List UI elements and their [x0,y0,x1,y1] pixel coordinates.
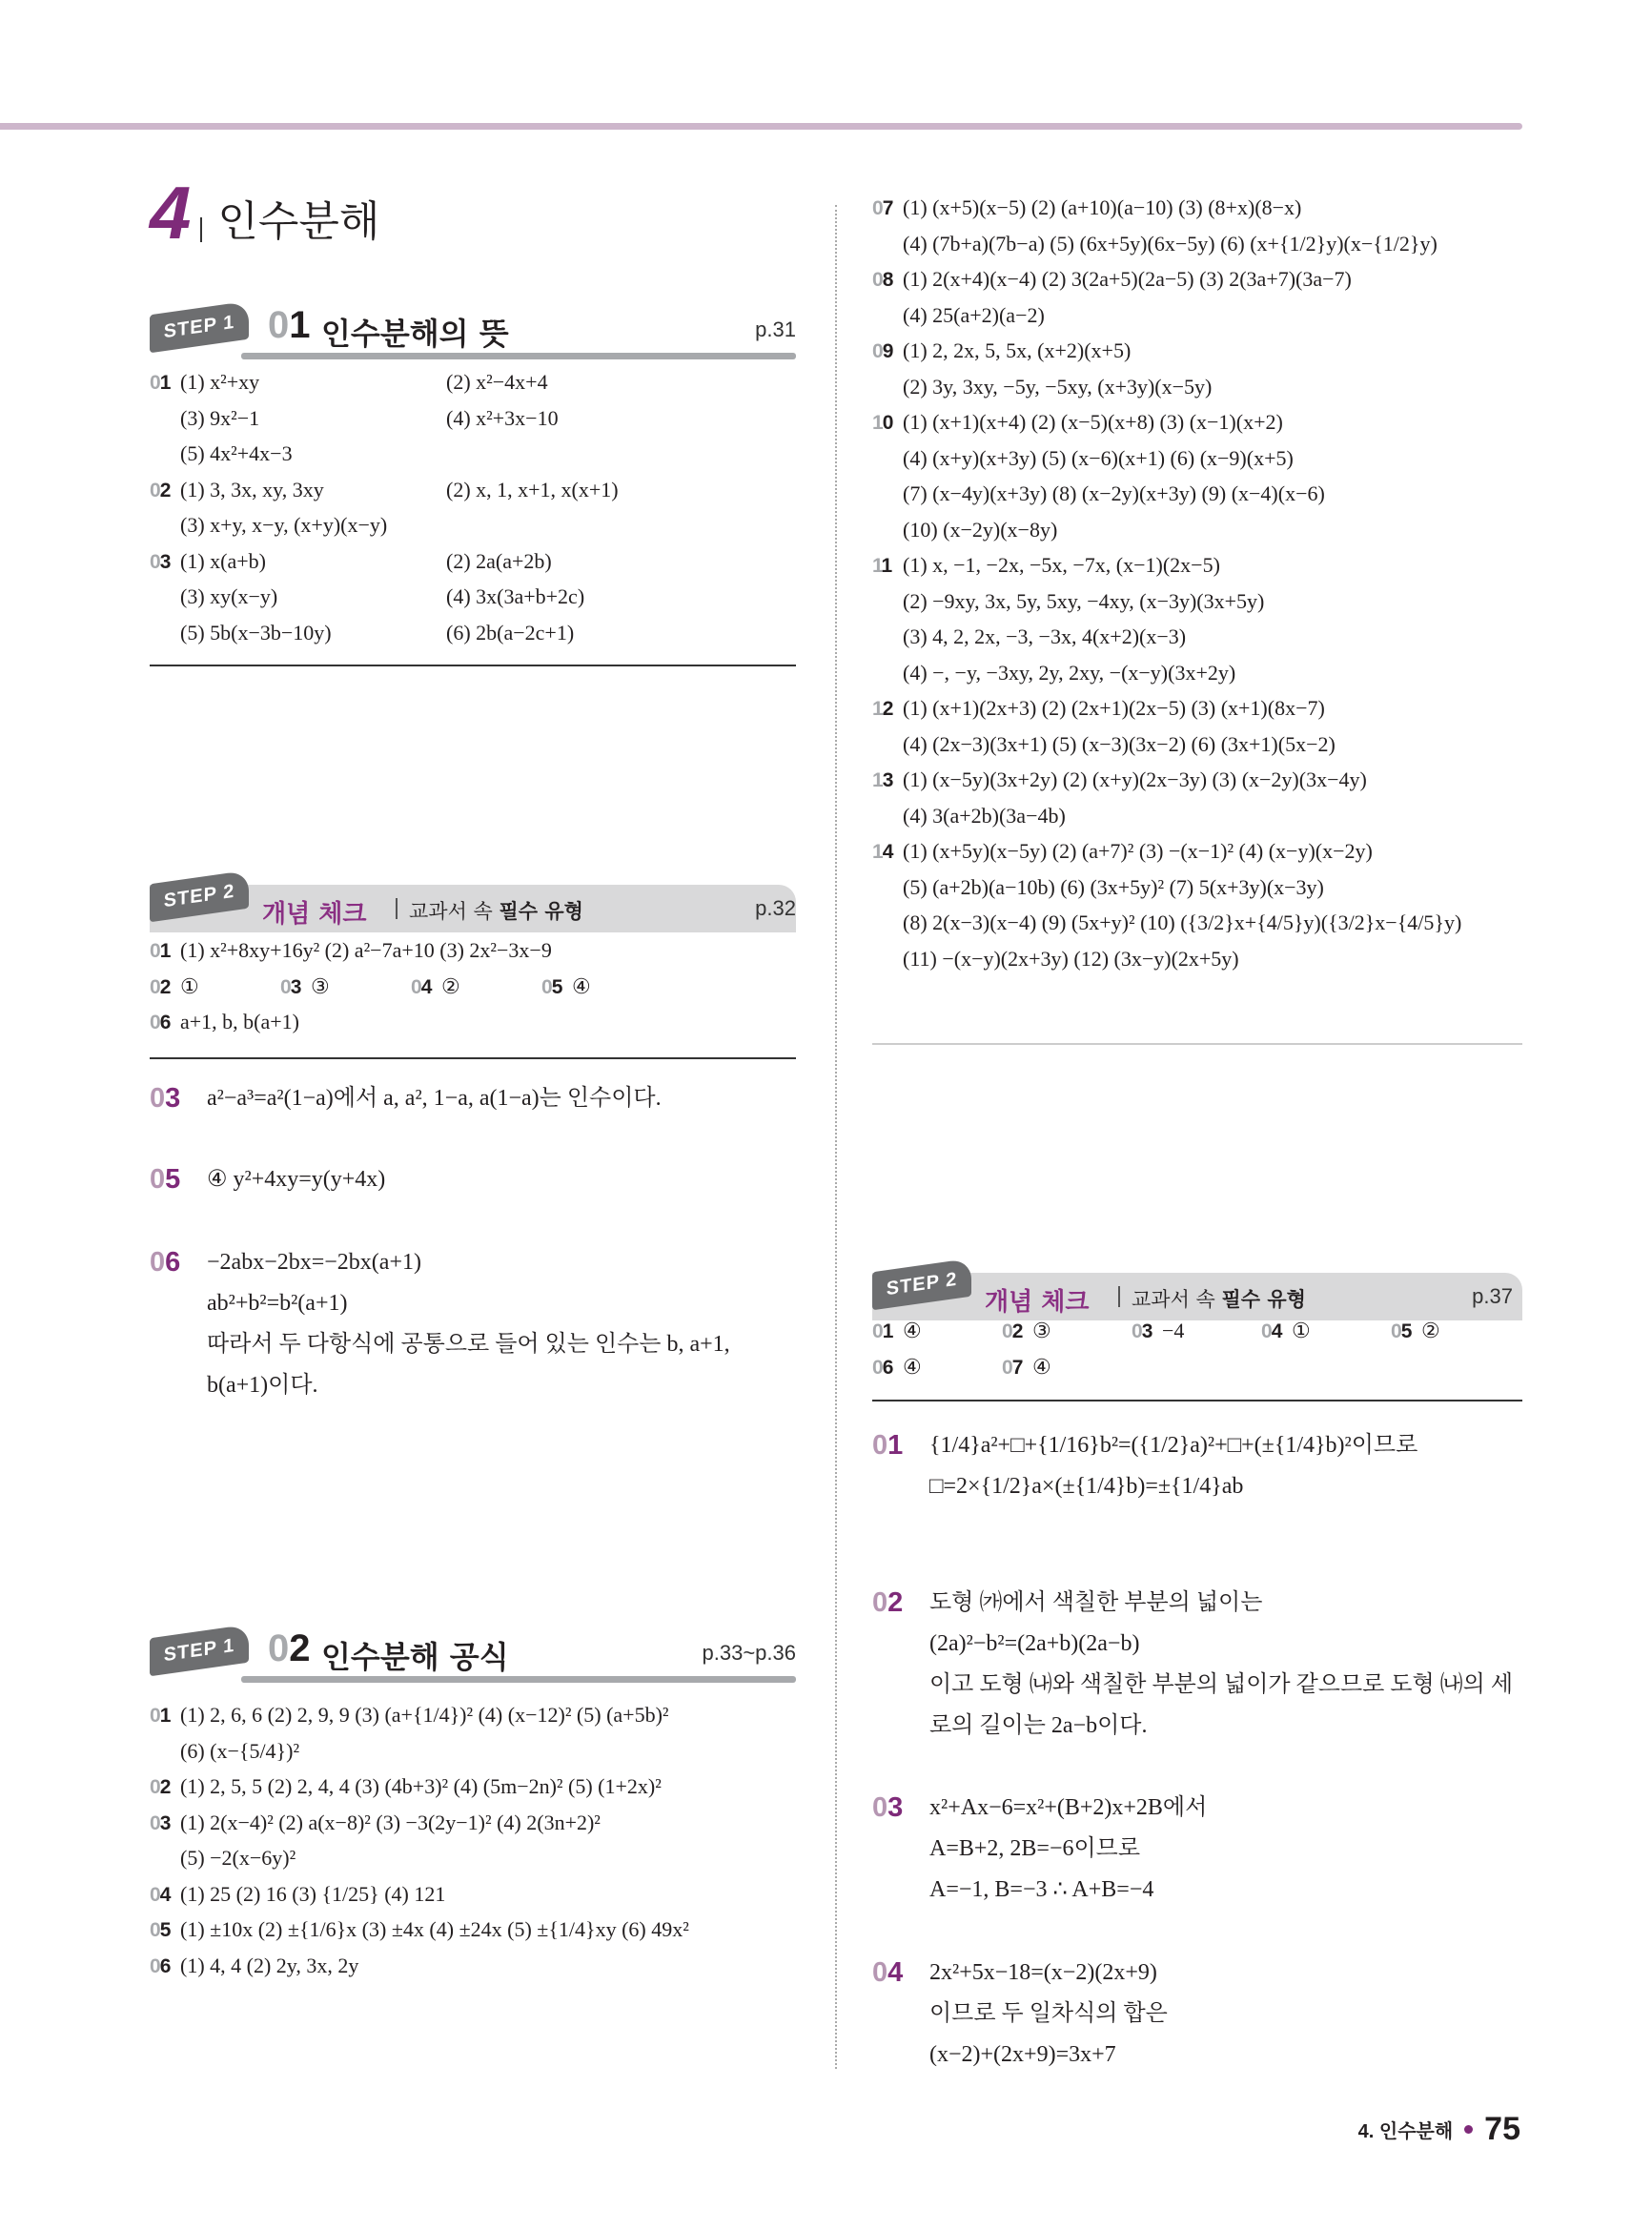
answer-line [872,624,1522,661]
answer-line [150,1917,796,1954]
answer-text: (5) 5b(x−3b−10y) [180,620,332,644]
answer-text: (1) 25 (2) 16 (3) {1/25} (4) 121 [180,1881,446,1906]
explanation-line: a²−a³=a²(1−a)에서 a, a², 1−a, a(1−a)는 인수이다. [207,1086,662,1111]
answer-text: (3) 4, 2, 2x, −3, −3x, 4(x+2)(x−3) [903,624,1187,648]
page-reference: p.37 [1472,1284,1513,1308]
answer-text: (6) 2b(a−2c+1) [446,620,575,644]
answer-choice: ④ [903,1319,922,1342]
answer-choice: ② [441,973,460,998]
subtitle-regular: 교과서 속 [409,900,500,923]
answer-line [150,478,796,514]
answer-line [150,513,796,549]
divider-bar [200,217,202,242]
answer-text: (5) 4x²+4x−3 [180,441,293,465]
answer-line [872,732,1522,768]
answer-line [872,910,1522,947]
answer-text: (7) (x−4y)(x+3y) (8) (x−2y)(x+3y) (9) (x−4)(x−6) [903,481,1325,505]
answer-text: (1) 2, 6, 6 (2) 2, 9, 9 (3) (a+{1/4})² (4) (x−12)² (5) (a+5b)² [180,1703,669,1727]
question-number: 02 [1002,1320,1023,1342]
answer-text: (4) 25(a+2)(a−2) [903,302,1045,327]
answer-text: (6) (x−{5/4})² [180,1738,300,1763]
explanation-01 [872,1425,1522,1507]
answer-text: (2) 3y, 3xy, −5y, −5xy, (x+3y)(x−5y) [903,374,1213,399]
answer-text: (4) 3(a+2b)(3a−4b) [903,803,1066,828]
explanation-number: 01 [872,1430,904,1461]
divider [872,1400,1522,1401]
concept-check-label: 개념 체크 [985,1288,1090,1317]
answer-line [872,446,1522,482]
page-footer [1358,2111,1520,2148]
answer-line [150,1846,796,1882]
answer-text: (1) (x+5y)(x−5y) (2) (a+7)² (3) −(x−1)² (4) (x−y)(x−2y) [903,839,1373,863]
answer-text: (5) (a+2b)(a−10b) (6) (3x+5y)² (7) 5(x+3y)(x−3y) [903,874,1324,899]
answer-line [150,938,796,974]
answer-line [150,370,796,406]
answer-line [872,553,1522,589]
explanation-line: (x−2)+(2x+9)=3x+7 [929,2042,1116,2067]
question-number: 03 [1132,1320,1152,1342]
answer-line [150,1739,796,1775]
section-title: 인수분해 공식 [321,1639,509,1675]
explanation-number: 02 [872,1587,904,1618]
divider [150,1057,796,1059]
subtitle-regular: 교과서 속 [1132,1288,1222,1311]
answer-text: (4) (x+y)(x+3y) (5) (x−6)(x+1) (6) (x−9)(x+5) [903,445,1294,470]
explanation-line: □=2×{1/2}a×(±{1/4}b)=±{1/4}ab [929,1474,1244,1499]
answer-text: (1) x²+8xy+16y² (2) a²−7a+10 (3) 2x²−3x−9 [180,938,552,962]
explanation-number: 05 [150,1164,181,1195]
page-reference: p.32 [755,896,796,920]
answer-text: (2) 2a(a+2b) [446,548,552,573]
column-divider [835,205,837,2069]
explanation-line: 로의 길이는 2a−b이다. [929,1713,1148,1738]
answer-line [872,696,1522,732]
explanation-line: 이므로 두 일차식의 합은 [929,2001,1168,2026]
question-number: 06 [872,1356,893,1379]
answer-text: (1) 4, 4 (2) 2y, 3x, 2y [180,1953,359,1977]
explanation-line: 2x²+5x−18=(x−2)(2x+9) [929,1960,1157,1985]
answer-line [150,1954,796,1990]
answer-item [1391,1319,1440,1343]
question-number: 10 [872,412,893,434]
answer-line [150,549,796,585]
divider [872,1043,1522,1045]
question-number: 12 [872,698,893,720]
answer-line [872,875,1522,911]
bullet-dot [1464,2125,1473,2134]
answer-text: (1) 2, 5, 5 (2) 2, 4, 4 (3) (4b+3)² (4) (5m−2n)² (5) (1+2x)² [180,1774,662,1798]
question-number: 01 [872,1320,893,1342]
question-number: 08 [872,269,893,291]
explanation-line: b(a+1)이다. [207,1373,318,1398]
question-number: 05 [150,1919,171,1941]
answer-row [150,974,796,1011]
explanation-02 [872,1583,1522,1747]
question-number: 02 [150,1776,171,1798]
answer-choice: ④ [1032,1354,1051,1379]
answer-line [150,1811,796,1847]
explanation-line: 따라서 두 다항식에 공통으로 들어 있는 인수는 b, a+1, [207,1332,730,1357]
footer-chapter: 4. 인수분해 [1357,2121,1454,2142]
answer-choice: ④ [903,1354,922,1379]
answer-line [872,481,1522,518]
question-number: 06 [150,1012,171,1033]
answer-row [872,1319,1522,1355]
answer-choice: ① [1292,1319,1311,1342]
explanation-line: A=B+2, 2B=−6이므로 [929,1836,1141,1861]
answer-line [872,767,1522,804]
question-number: 11 [872,555,892,577]
explanation-line: ④ y²+4xy=y(y+4x) [207,1167,386,1192]
answer-text: (1) (x−5y)(3x+2y) (2) (x+y)(2x−3y) (3) (x−2y)(3x−4y) [903,767,1367,791]
section-header-step2-right [872,1268,1522,1320]
answer-line [150,1010,796,1046]
answer-text: (4) x²+3x−10 [446,405,559,430]
answer-text: (5) −2(x−6y)² [180,1846,296,1870]
explanation-line: −2abx−2bx=−2bx(a+1) [207,1250,421,1275]
explanation-number: 03 [150,1083,181,1114]
answer-text: (1) (x+5)(x−5) (2) (a+10)(a−10) (3) (8+x)(8−x) [903,195,1302,219]
answers-step1-02 [150,1703,796,1989]
answer-line [872,661,1522,697]
separator [396,898,398,919]
chapter-number: 4 [150,171,192,255]
answer-item [1002,1355,1051,1380]
question-number: 01 [150,372,171,394]
page-number: 75 [1484,2111,1520,2147]
subtitle-bold: 필수 유형 [499,900,583,923]
answer-text: (1) 2(x−4)² (2) a(x−8)² (3) −3(2y−1)² (4) 2(3n+2)² [180,1810,601,1834]
section-header-step2-left [150,880,796,932]
answers-step1-01 [150,370,796,656]
explanation-03 [150,1078,796,1119]
answer-line [150,584,796,621]
answer-choice: −4 [1162,1319,1185,1342]
answer-text: (1) (x+1)(2x+3) (2) (2x+1)(2x−5) (3) (x+1)(8x−7) [903,696,1325,720]
question-number: 01 [150,1705,171,1727]
answer-item [1002,1319,1051,1343]
answer-text: (1) x(a+b) [180,548,266,573]
answer-line [872,839,1522,875]
answer-item [411,974,460,999]
answer-line [150,1882,796,1918]
subtitle [1132,1284,1306,1313]
answer-text: (2) x, 1, x+1, x(x+1) [446,477,619,501]
question-number: 07 [1002,1356,1023,1379]
answer-line [872,195,1522,232]
answer-line [872,410,1522,446]
page-reference: p.31 [755,317,796,341]
answer-text: (1) 3, 3x, xy, 3xy [180,477,324,501]
concept-check-label: 개념 체크 [262,900,367,929]
answer-line [150,406,796,442]
answers-step1-02-continued [872,195,1522,982]
explanation-line: 도형 ㈎에서 색칠한 부분의 넓이는 [929,1590,1263,1615]
answer-text: (10) (x−2y)(x−8y) [903,517,1058,542]
answer-choice: ④ [572,973,591,998]
answer-text: (1) x, −1, −2x, −5x, −7x, (x−1)(2x−5) [903,553,1220,577]
answer-line [872,518,1522,554]
explanation-05 [150,1159,796,1200]
header-underline [241,1676,796,1683]
answer-text: (1) 2, 2x, 5, 5x, (x+2)(x+5) [903,338,1132,362]
answer-item [150,974,199,999]
question-number: 02 [150,479,171,501]
step-badge: STEP 1 [150,1625,249,1677]
answer-text: (3) xy(x−y) [180,584,278,608]
answer-text: (4) 3x(3a+b+2c) [446,584,585,608]
answer-text: (11) −(x−y)(2x+3y) (12) (3x−y)(2x+5y) [903,946,1239,971]
question-number: 03 [280,975,301,998]
question-number: 06 [150,1954,171,1977]
answer-text: (8) 2(x−3)(x−4) (9) (5x+y)² (10) ({3/2}x+{4/5}y)({3/2}x−{4/5}y) [903,910,1462,934]
answer-text: (3) x+y, x−y, (x+y)(x−y) [180,513,388,537]
question-number: 09 [872,340,893,362]
question-number: 03 [150,550,171,573]
answers-step2-right [872,1319,1522,1390]
answer-line [150,621,796,657]
explanation-number: 06 [150,1247,181,1278]
explanation-line: ab²+b²=b²(a+1) [207,1291,348,1316]
answer-line [872,267,1522,303]
explanation-03 [872,1788,1522,1911]
section-title: 인수분해의 뜻 [321,316,509,352]
answer-item [541,974,591,999]
explanation-06 [150,1242,796,1406]
answer-text: (4) (7b+a)(7b−a) (5) (6x+5y)(6x−5y) (6) (x+{1/2}y)(x−{1/2}y) [903,231,1438,256]
answer-text: (4) −, −y, −3xy, 2y, 2xy, −(x−y)(3x+2y) [903,660,1236,685]
answer-line [872,804,1522,840]
section-number: 02 [268,1627,311,1669]
answer-text: (1) x²+xy [180,370,260,394]
answers-step2-left [150,938,796,1046]
answer-item [872,1319,922,1343]
answer-line [872,947,1522,983]
explanation-line: (2a)²−b²=(2a+b)(2a−b) [929,1631,1140,1656]
answer-text: (1) (x+1)(x+4) (2) (x−5)(x+8) (3) (x−1)(x+2) [903,410,1283,434]
answer-text: (1) ±10x (2) ±{1/6}x (3) ±4x (4) ±24x (5) ±{1/4}xy (6) 49x² [180,1917,689,1941]
question-number: 02 [150,975,171,998]
section-header-02 [150,1624,796,1683]
header-underline [241,353,796,359]
question-number: 13 [872,769,893,791]
page-reference: p.33~p.36 [702,1641,796,1665]
answer-line [150,1703,796,1739]
top-rule [0,123,1522,130]
question-number: 01 [150,940,171,962]
question-number: 04 [150,1883,171,1906]
answer-item [280,974,330,999]
subtitle [409,896,583,925]
explanation-number: 04 [872,1957,904,1988]
question-number: 07 [872,197,893,219]
answer-choice: ③ [311,973,330,998]
answer-item [1132,1319,1184,1343]
explanation-line: 이고 도형 ㈏와 색칠한 부분의 넓이가 같으므로 도형 ㈏의 세 [929,1672,1514,1697]
question-number: 03 [150,1811,171,1834]
explanation-number: 03 [872,1792,904,1823]
question-number: 05 [541,975,562,998]
step-badge: STEP 2 [872,1258,971,1311]
question-number: 14 [872,841,893,863]
step-badge: STEP 1 [150,301,249,354]
answer-text: (2) −9xy, 3x, 5y, 5xy, −4xy, (x−3y)(3x+5y) [903,588,1265,613]
explanation-line: A=−1, B=−3 ∴ A+B=−4 [929,1877,1154,1902]
step-badge: STEP 2 [150,870,249,923]
answer-choice: ③ [1032,1319,1051,1342]
separator [1118,1286,1120,1307]
answer-line [872,589,1522,625]
section-header-01 [150,300,796,359]
answer-text: (3) 9x²−1 [180,405,260,430]
answer-text: (1) 2(x+4)(x−4) (2) 3(2a+5)(2a−5) (3) 2(3a+7)(3a−7) [903,267,1352,291]
answer-line [150,441,796,478]
answer-text: a+1, b, b(a+1) [180,1010,299,1033]
answer-text: (4) (2x−3)(3x+1) (5) (x−3)(3x−2) (6) (3x+1)(5x−2) [903,731,1336,756]
explanation-line: {1/4}a²+□+{1/16}b²=({1/2}a)²+□+(±{1/4}b)²이므로 [929,1433,1418,1458]
answer-item [872,1355,922,1380]
question-number: 04 [1261,1320,1282,1342]
answer-choice: ② [1421,1319,1440,1342]
subtitle-bold: 필수 유형 [1221,1288,1306,1311]
explanation-04 [872,1953,1522,2076]
answer-item [1261,1319,1311,1343]
answer-text: (2) x²−4x+4 [446,370,548,394]
answer-line [872,232,1522,268]
question-number: 05 [1391,1320,1412,1342]
answer-line [872,375,1522,411]
section-number: 01 [268,304,311,346]
divider [150,665,796,666]
answer-line [872,338,1522,375]
chapter-title: 인수분해 [217,197,380,246]
question-number: 04 [411,975,432,998]
answer-line [872,303,1522,339]
chapter-heading [150,171,380,255]
answer-row [872,1355,1522,1391]
answer-line [150,1774,796,1811]
explanation-line: x²+Ax−6=x²+(B+2)x+2B에서 [929,1795,1208,1820]
answer-choice: ① [180,973,199,998]
